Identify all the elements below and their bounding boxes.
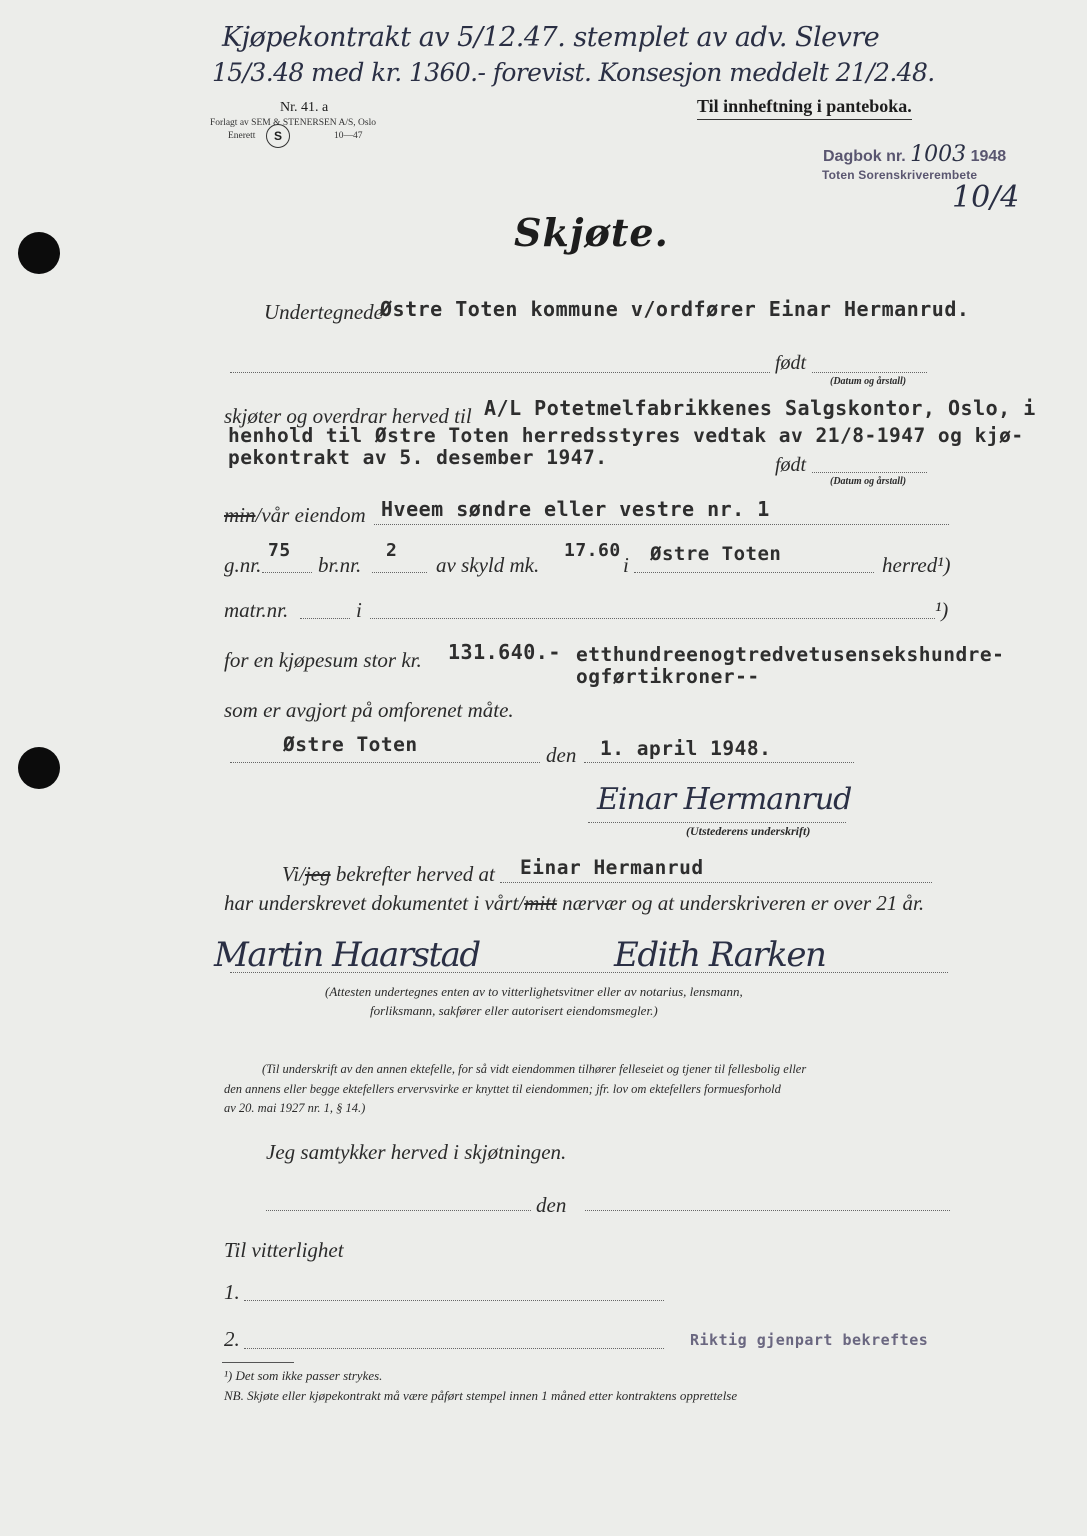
publisher-date: 10—47 <box>334 131 363 141</box>
eiendom-value: Hveem søndre eller vestre nr. 1 <box>381 497 770 521</box>
eiendom-dotted-line <box>374 524 949 525</box>
form-number: Nr. 41. a <box>280 100 329 115</box>
undertegnede-value: Østre Toten kommune v/ordfører Einar Hermanrud. <box>380 297 970 321</box>
datum-caption-1: (Datum og årstall) <box>830 376 907 387</box>
spouse-note-line1: (Til underskrift av den annen ektefelle, for så vidt eiendommen tilhører felleseiet og tjener til fellesbolig eller <box>262 1062 807 1076</box>
den-label-2: den <box>536 1193 567 1217</box>
footnote-nb: NB. Skjøte eller kjøpekontrakt må være påført stempel innen 1 måned etter kontraktens opprettelse <box>224 1388 738 1403</box>
confirm-line2-a: har underskrevet dokumentet i vårt/ <box>224 891 525 915</box>
matr-dotted <box>300 618 350 619</box>
skjoter-label: skjøter og overdrar herved til <box>224 404 472 428</box>
kjopesum-amount: 131.640.- <box>448 640 561 664</box>
dagbok-stamp-line2: Toten Sorenskriverembete <box>822 168 978 182</box>
confirm-label <box>282 862 495 887</box>
dagbok-date-handwritten: 10/4 <box>952 180 1020 215</box>
punch-hole-top <box>18 232 60 274</box>
issuer-signature: Einar Hermanrud <box>597 782 852 817</box>
signature-caption: (Utstederens underskrift) <box>686 824 811 838</box>
dagbok-stamp-line1 <box>823 142 1006 167</box>
matr-i-label: i <box>356 598 362 622</box>
witness-dotted <box>230 972 948 973</box>
confirm-prefix: Vi/ <box>282 862 305 886</box>
spouse-note-line3: av 20. mai 1927 nr. 1, § 14.) <box>224 1101 366 1115</box>
matr-note: ¹) <box>935 598 949 622</box>
avgjort-text: som er avgjort på omforenet måte. <box>224 698 514 722</box>
vitterlighet-1: 1. <box>224 1280 240 1304</box>
samtykke-dotted <box>266 1210 531 1211</box>
place-dotted <box>230 762 540 763</box>
matr-dotted-2 <box>370 618 935 619</box>
den-label: den <box>546 743 577 767</box>
attest-note-line2: forliksmann, sakfører eller autorisert eiendomsmegler.) <box>370 1003 658 1018</box>
brnr-value: 2 <box>386 540 398 561</box>
gnr-label: g.nr. <box>224 553 262 577</box>
fodt-value-line-1 <box>812 372 927 373</box>
skyld-label: av skyld mk. <box>436 553 540 577</box>
datum-caption-2: (Datum og årstall) <box>830 476 907 487</box>
samtykke-text: Jeg samtykker herved i skjøtningen. <box>266 1140 567 1164</box>
punch-hole-bottom <box>18 747 60 789</box>
brnr-dotted <box>372 572 427 573</box>
dagbok-number: 1003 <box>910 142 967 167</box>
handwritten-note-line1: Kjøpekontrakt av 5/12.47. stemplet av adv. Slevre <box>222 22 880 53</box>
vitterlighet-2: 2. <box>224 1327 240 1351</box>
dagbok-year: 1948 <box>970 148 1007 165</box>
confirm-line2-b: nærvær og at underskriveren er over 21 år. <box>562 891 925 915</box>
filing-instruction: Til innheftning i panteboka. <box>697 96 912 120</box>
vitterlighet-2-dotted <box>244 1348 664 1349</box>
publisher-logo: S <box>266 124 290 148</box>
attest-note-line1: (Attesten undertegnes enten av to vitterlighetsvitner eller av notarius, lensmann, <box>325 984 743 999</box>
fodt-value-line-2 <box>812 472 927 473</box>
confirm-name: Einar Hermanrud <box>520 856 704 879</box>
confirm-struck: jeg <box>304 862 331 886</box>
skyld-value: 17.60 <box>564 540 621 561</box>
confirm-dotted <box>500 882 932 883</box>
fodt-label-2: født <box>775 454 807 476</box>
footnote-1: ¹) Det som ikke passer strykes. <box>224 1368 383 1383</box>
kjopesum-words-line2: ogførtikroner-- <box>576 665 760 688</box>
kjopesum-words-line1: etthundreenogtredvetusensekshundre- <box>576 643 1005 666</box>
herred-i-label: i <box>623 553 629 577</box>
document-title: Skjøte. <box>514 210 669 255</box>
gnr-value: 75 <box>268 540 291 561</box>
herred-name: Østre Toten <box>650 543 782 565</box>
date-dotted <box>584 762 854 763</box>
undertegnede-label: Undertegnede <box>264 300 383 324</box>
footnote-rule <box>222 1362 294 1363</box>
matr-label: matr.nr. <box>224 598 289 622</box>
dagbok-label: Dagbok nr. <box>823 148 906 165</box>
herred-label: herred¹) <box>882 553 951 577</box>
fodt-label-1: født <box>775 352 807 374</box>
buyer-line2: henhold til Østre Toten herredsstyres vedtak av 21/8-1947 og kjø- <box>228 424 1024 447</box>
witness-signature-right: Edith Rarken <box>614 935 826 975</box>
fodt-dotted-line-1 <box>230 372 770 373</box>
publisher-enerett: Enerett <box>228 131 256 141</box>
kjopesum-label: for en kjøpesum stor kr. <box>224 648 422 672</box>
handwritten-note-line2: 15/3.48 med kr. 1360.- forevist. Konsesjon meddelt 21/2.48. <box>212 58 935 87</box>
publisher-line: Forlagt av SEM & STENERSEN A/S, Oslo <box>210 118 376 128</box>
place: Østre Toten <box>283 733 418 756</box>
signature-dotted <box>588 822 846 823</box>
gnr-dotted <box>262 572 312 573</box>
eiendom-label-text: /vår eiendom <box>255 503 366 527</box>
eiendom-label <box>224 503 366 528</box>
vitterlighet-label: Til vitterlighet <box>224 1238 344 1262</box>
eiendom-struck: min <box>224 503 256 527</box>
samtykke-date-dotted <box>585 1210 950 1211</box>
witness-signature-left: Martin Haarstad <box>214 935 480 975</box>
brnr-label: br.nr. <box>318 553 362 577</box>
vitterlighet-1-dotted <box>244 1300 664 1301</box>
buyer-line3: pekontrakt av 5. desember 1947. <box>228 446 608 469</box>
confirm-line2-struck: mitt <box>524 891 557 915</box>
confirm-label-text: bekrefter herved at <box>335 862 495 886</box>
confirm-line2 <box>224 891 924 916</box>
copy-stamp: Riktig gjenpart bekreftes <box>690 1331 929 1349</box>
date: 1. april 1948. <box>600 737 772 760</box>
spouse-note-line2: den annens eller begge ektefellers ervervsvirke er knyttet til eiendommen; jfr. lov om ektefellers formuesforhold <box>224 1082 781 1096</box>
buyer-line1: A/L Potetmelfabrikkenes Salgskontor, Oslo, i <box>484 396 1036 420</box>
herred-dotted <box>634 572 874 573</box>
